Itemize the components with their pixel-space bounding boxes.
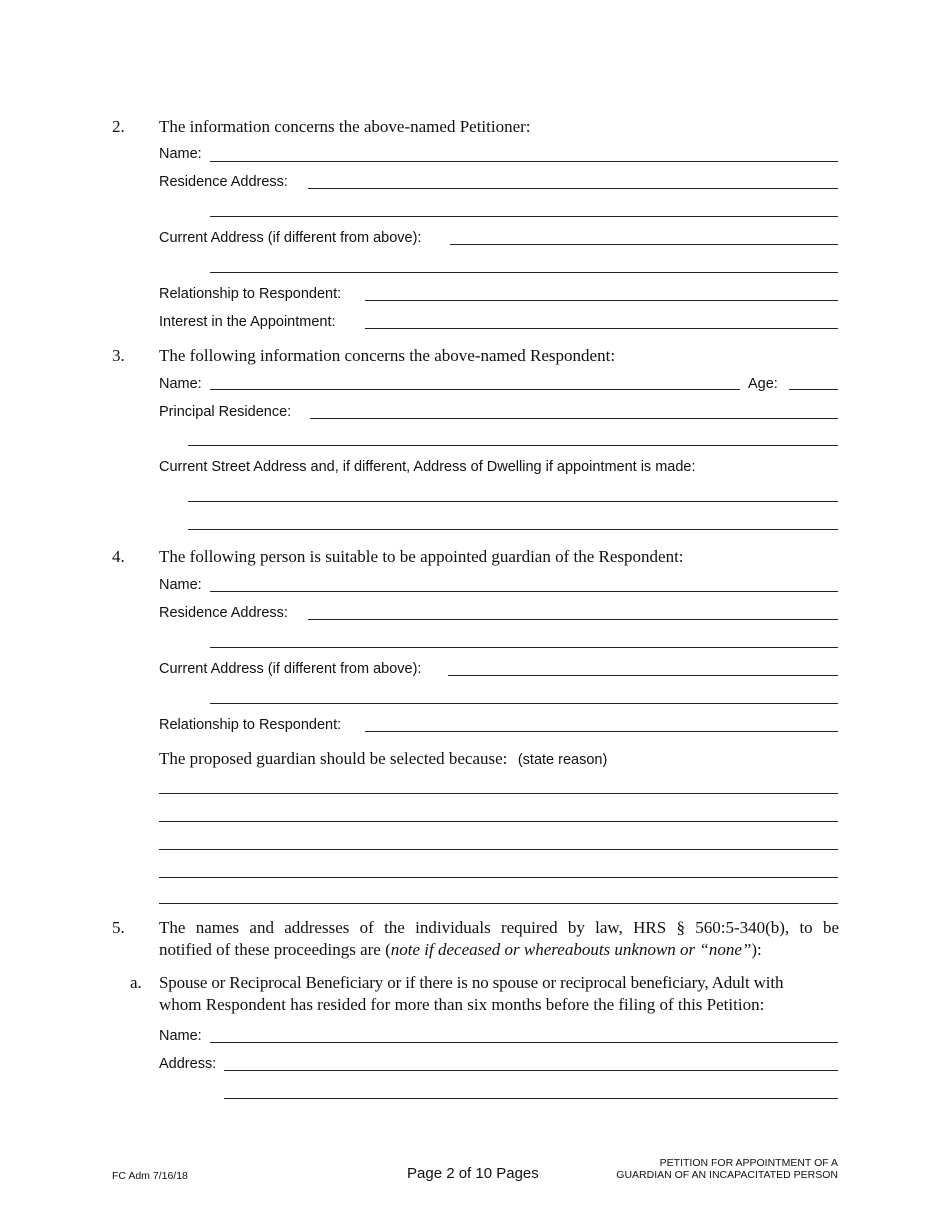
spouse-name-field[interactable]	[210, 1042, 838, 1043]
footer-title-line-1: PETITION FOR APPOINTMENT OF A	[659, 1157, 838, 1169]
section-5-line-2-italic: note if deceased or whereabouts unknown or “none”	[390, 940, 752, 959]
petitioner-current-address-label: Current Address (if different from above):	[159, 230, 422, 246]
footer-form-title	[616, 1157, 838, 1181]
section-5-line-2-end: ):	[751, 940, 762, 959]
section-5a-letter: a.	[130, 973, 142, 992]
section-5-number: 5.	[112, 918, 125, 937]
guardian-reason-line-4[interactable]	[159, 877, 838, 878]
section-5-line-1: The names and addresses of the individuals required by law, HRS § 560:5-340(b), to be	[159, 918, 839, 937]
guardian-reason-hint: (state reason)	[517, 752, 608, 768]
petitioner-residence-label: Residence Address:	[159, 174, 288, 190]
spouse-name-label: Name:	[159, 1028, 202, 1044]
petitioner-name-field[interactable]	[210, 161, 838, 162]
section-2-heading: The information concerns the above-named Petitioner:	[159, 117, 531, 136]
footer-page-number: Page 2 of 10 Pages	[407, 1165, 539, 1182]
guardian-current-address-label: Current Address (if different from above):	[159, 661, 422, 677]
footer-form-id: FC Adm 7/16/18	[112, 1170, 188, 1182]
section-5-line-2-start: notified of these proceedings are (	[159, 940, 391, 959]
guardian-reason-line-3[interactable]	[159, 849, 838, 850]
petitioner-residence-field[interactable]	[308, 188, 838, 189]
guardian-current-address-field[interactable]	[448, 675, 838, 676]
respondent-street-address-field-2[interactable]	[188, 529, 838, 530]
guardian-reason-line-5[interactable]	[159, 903, 838, 904]
guardian-name-label: Name:	[159, 577, 202, 593]
spouse-address-field-2[interactable]	[224, 1098, 838, 1099]
guardian-relationship-field[interactable]	[365, 731, 838, 732]
spouse-address-label: Address:	[159, 1056, 217, 1072]
guardian-reason-prompt	[159, 749, 607, 769]
petitioner-current-address-field[interactable]	[450, 244, 838, 245]
guardian-reason-text: The proposed guardian should be selected because:	[159, 749, 508, 768]
spouse-address-field[interactable]	[224, 1070, 838, 1071]
section-5a-line-2: whom Respondent has resided for more than six months before the filing of this Petition:	[159, 995, 765, 1014]
respondent-principal-residence-field[interactable]	[310, 418, 838, 419]
respondent-street-address-label: Current Street Address and, if different, Address of Dwelling if appointment is made:	[159, 459, 696, 475]
respondent-street-address-field[interactable]	[188, 501, 838, 502]
footer-title-line-2: GUARDIAN OF AN INCAPACITATED PERSON	[616, 1169, 838, 1181]
guardian-residence-field-2[interactable]	[210, 647, 838, 648]
petitioner-relationship-label: Relationship to Respondent:	[159, 286, 342, 302]
section-3-heading: The following information concerns the above-named Respondent:	[159, 346, 616, 365]
guardian-reason-line-1[interactable]	[159, 793, 838, 794]
respondent-name-label: Name:	[159, 376, 202, 392]
section-3-number: 3.	[112, 346, 125, 365]
petitioner-relationship-field[interactable]	[365, 300, 838, 301]
section-5-line-2	[159, 940, 762, 960]
section-2-number: 2.	[112, 117, 125, 136]
guardian-residence-label: Residence Address:	[159, 605, 288, 621]
section-4-number: 4.	[112, 547, 125, 566]
respondent-name-field[interactable]	[210, 389, 740, 390]
guardian-relationship-label: Relationship to Respondent:	[159, 717, 342, 733]
guardian-current-address-field-2[interactable]	[210, 703, 838, 704]
petitioner-current-address-field-2[interactable]	[210, 272, 838, 273]
petitioner-name-label: Name:	[159, 146, 202, 162]
guardian-name-field[interactable]	[210, 591, 838, 592]
petitioner-interest-label: Interest in the Appointment:	[159, 314, 336, 330]
respondent-age-label: Age:	[748, 376, 778, 392]
petitioner-interest-field[interactable]	[365, 328, 838, 329]
guardian-reason-line-2[interactable]	[159, 821, 838, 822]
respondent-principal-residence-field-2[interactable]	[188, 445, 838, 446]
guardian-residence-field[interactable]	[308, 619, 838, 620]
petitioner-residence-field-2[interactable]	[210, 216, 838, 217]
respondent-age-field[interactable]	[789, 389, 838, 390]
section-5a-line-1: Spouse or Reciprocal Beneficiary or if there is no spouse or reciprocal beneficiary, Adult with	[159, 973, 784, 992]
respondent-principal-residence-label: Principal Residence:	[159, 404, 292, 420]
section-4-heading: The following person is suitable to be appointed guardian of the Respondent:	[159, 547, 684, 566]
